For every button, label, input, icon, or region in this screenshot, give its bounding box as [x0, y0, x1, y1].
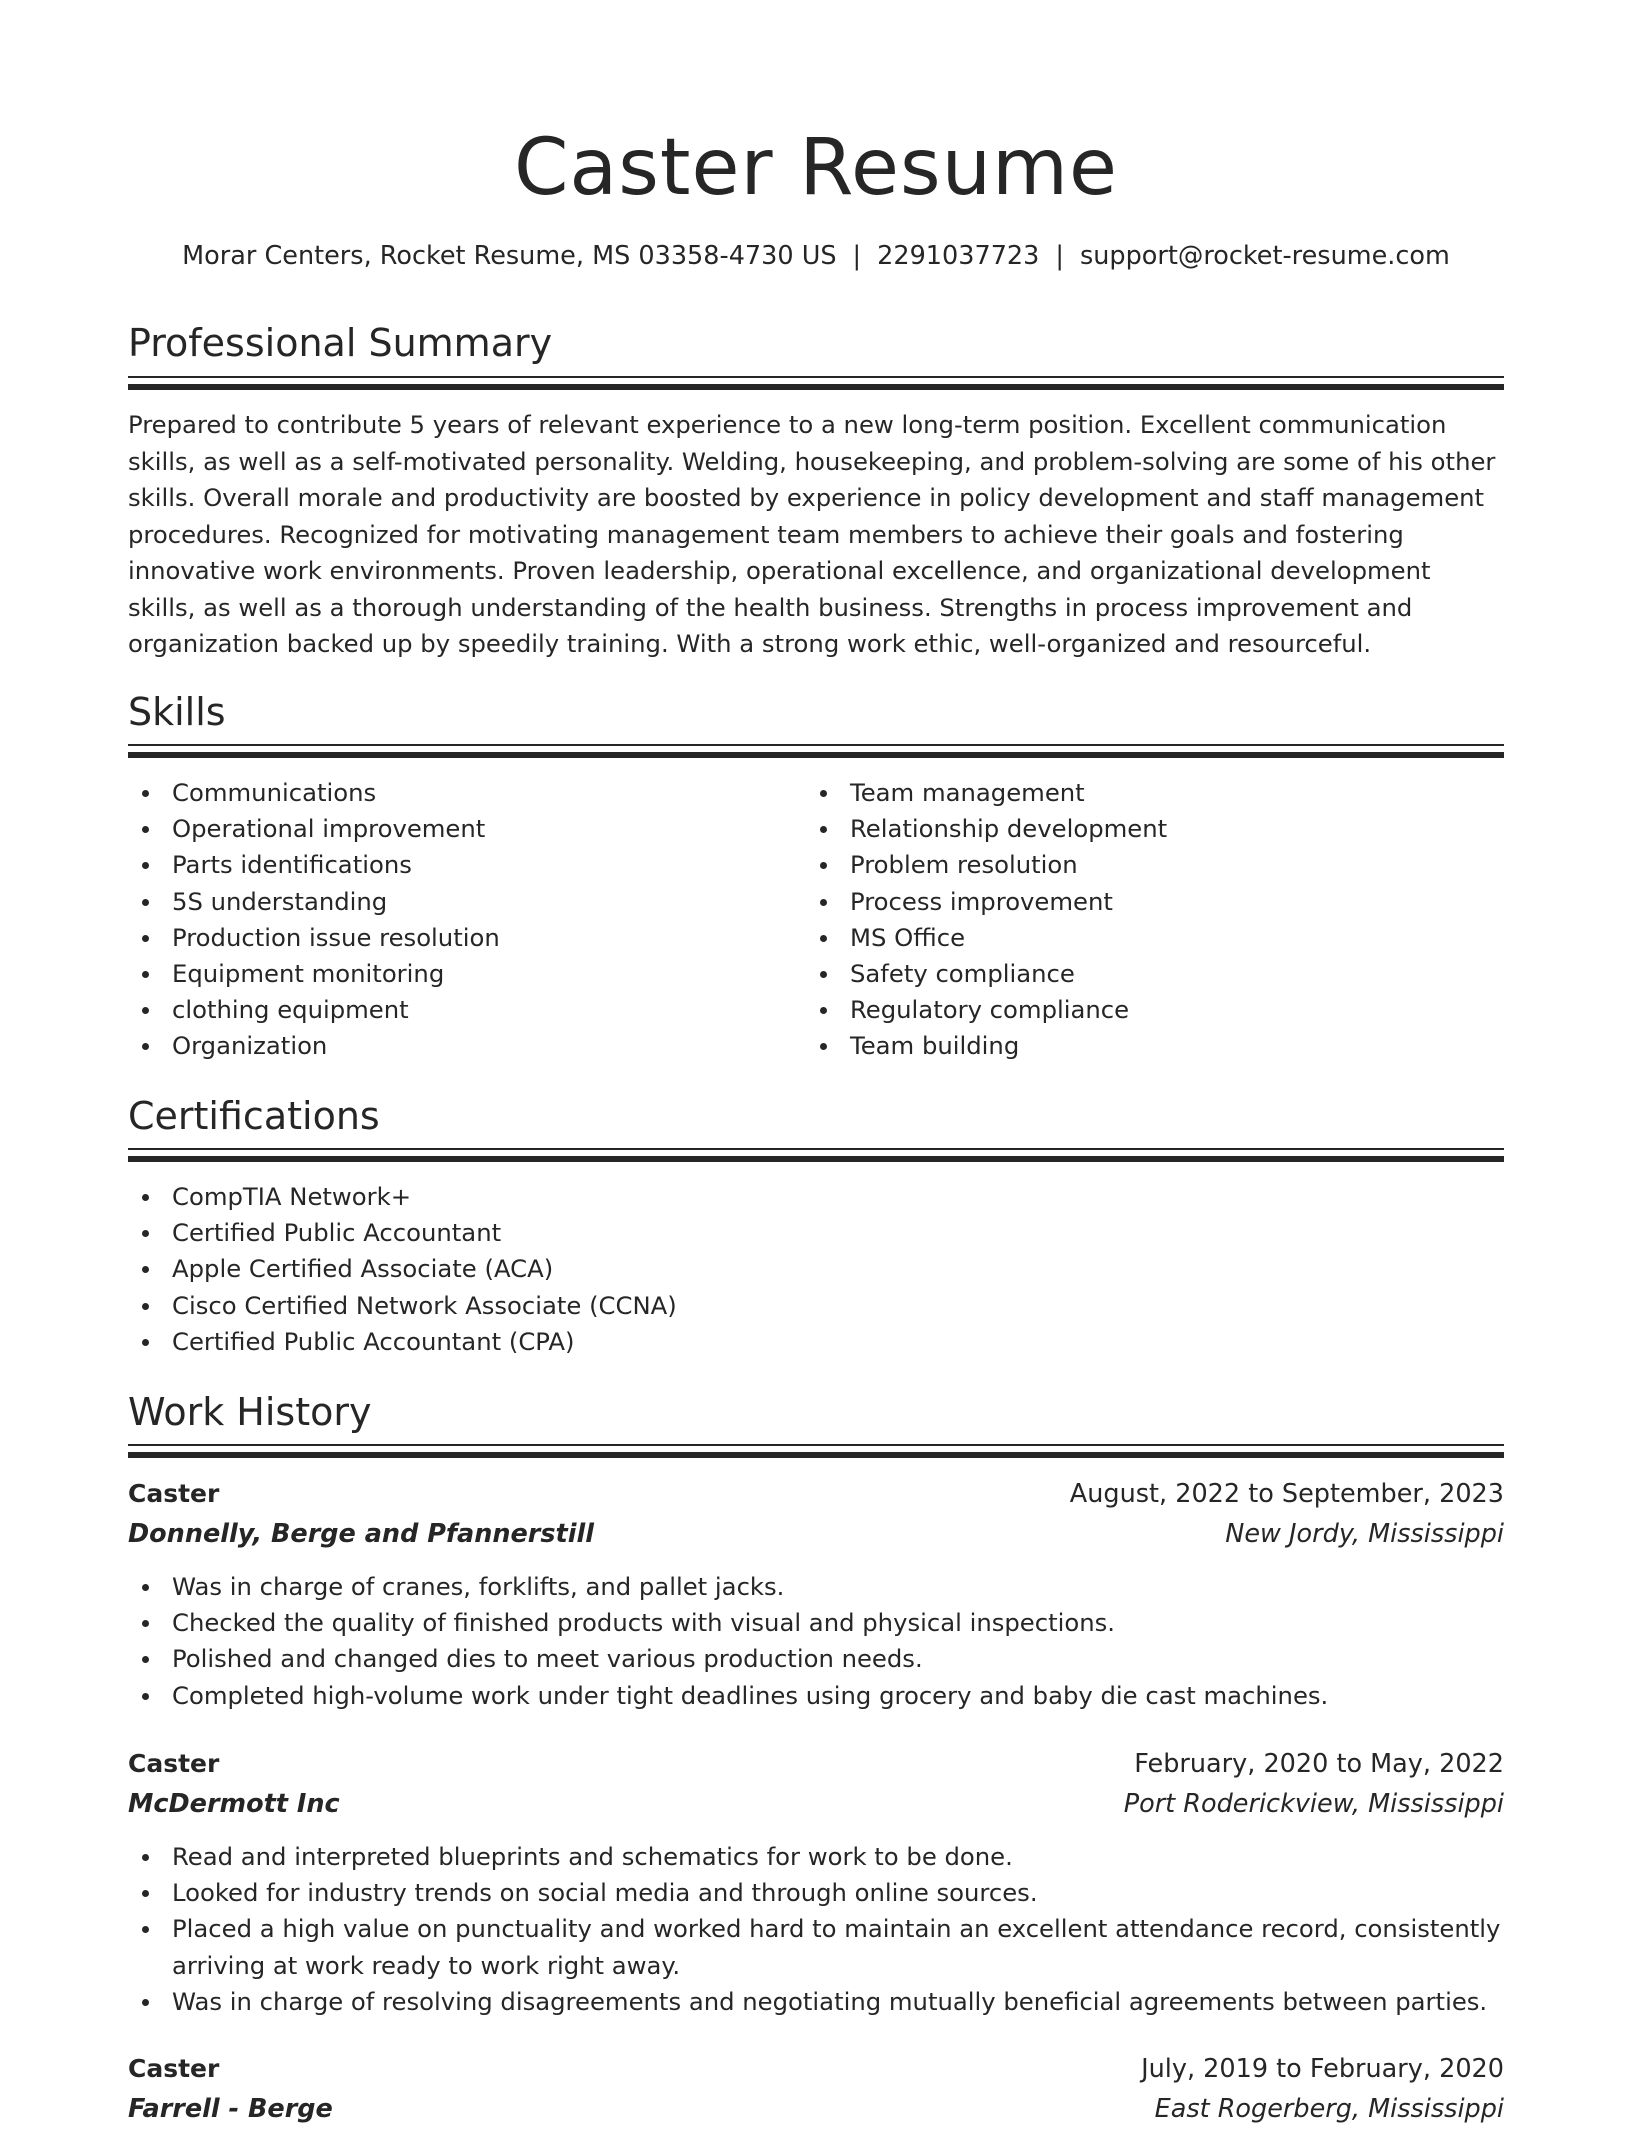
job-title: Caster	[128, 1749, 220, 1778]
skill-item: Regulatory compliance	[806, 992, 1446, 1028]
skill-item: Production issue resolution	[128, 920, 768, 956]
job-duty-item: Was in charge of resolving disagreements and negotiating mutually beneficial agreements between parties.	[128, 1984, 1504, 2020]
certification-item: Apple Certified Associate (ACA)	[128, 1251, 1504, 1287]
certifications-list	[128, 1179, 1504, 1360]
section-title-summary: Professional Summary	[128, 321, 553, 365]
certification-item: Certified Public Accountant	[128, 1215, 1504, 1251]
contact-email: support@rocket-resume.com	[1079, 241, 1450, 271]
section-divider	[128, 376, 1504, 390]
job-duty-item: Checked the quality of finished products with visual and physical inspections.	[128, 1605, 1504, 1641]
job-duty-item: Looked for industry trends on social media and through online sources.	[128, 1875, 1504, 1911]
skills-list-right	[806, 775, 1446, 1065]
job-title: Caster	[128, 2054, 220, 2083]
job-location: New Jordy, Mississippi	[1225, 1519, 1504, 1549]
skill-item: Safety compliance	[806, 956, 1446, 992]
contact-line	[128, 238, 1504, 274]
resume-name: Caster Resume	[513, 123, 1119, 213]
job-header	[128, 1744, 1504, 1784]
job-duties-list	[128, 1569, 1504, 1714]
job-company: McDermott Inc	[128, 1789, 340, 1819]
skill-item: 5S understanding	[128, 884, 768, 920]
job-location: East Rogerberg, Mississippi	[1154, 2094, 1504, 2124]
job-duties-list	[128, 1839, 1504, 2020]
job-title: Caster	[128, 1479, 220, 1508]
skill-item: MS Office	[806, 920, 1446, 956]
skill-item: Parts identifications	[128, 847, 768, 883]
section-title-work-history: Work History	[128, 1390, 372, 1434]
section-title-skills: Skills	[128, 690, 226, 734]
job-duty-item: Placed a high value on punctuality and worked hard to maintain an excellent attendance record, consistently arriving at work ready to work right away.	[128, 1911, 1504, 1983]
job-duty-item: Completed high-volume work under tight deadlines using grocery and baby die cast machines.	[128, 1678, 1504, 1714]
skill-item: Problem resolution	[806, 847, 1446, 883]
job-header	[128, 1474, 1504, 1514]
job-duty-item: Read and interpreted blueprints and schematics for work to be done.	[128, 1839, 1504, 1875]
skill-item: Organization	[128, 1028, 768, 1064]
certification-item: Cisco Certified Network Associate (CCNA)	[128, 1288, 1504, 1324]
job-subheader	[128, 1514, 1504, 1554]
job-subheader	[128, 1784, 1504, 1824]
job-dates: August, 2022 to September, 2023	[1069, 1479, 1504, 1509]
certification-item: CompTIA Network+	[128, 1179, 1504, 1215]
section-divider	[128, 1444, 1504, 1458]
summary-text: Prepared to contribute 5 years of relevant experience to a new long-term position. Excellent communication skills, as well as a self-motivated personality. Welding, housekeeping, and problem-solving are some of his other skills. Overall morale and productivity are boosted by experience in policy development and staff management procedures. Recognized for motivating management team members to achieve their goals and fostering innovative work environments. Proven leadership, operational excellence, and organizational development skills, as well as a thorough understanding of the health business. Strengths in process improvement and organization backed up by speedily training. With a strong work ethic, well-organized and resourceful.	[128, 410, 1496, 658]
skill-item: Team management	[806, 775, 1446, 811]
contact-address: Morar Centers, Rocket Resume, MS 03358-4730 US	[182, 241, 837, 271]
certification-item: Certified Public Accountant (CPA)	[128, 1324, 1504, 1360]
skill-item: Operational improvement	[128, 811, 768, 847]
skill-item: Team building	[806, 1028, 1446, 1064]
skill-item: clothing equipment	[128, 992, 768, 1028]
section-title-certifications: Certifications	[128, 1094, 380, 1138]
job-duty-item: Was in charge of cranes, forklifts, and pallet jacks.	[128, 1569, 1504, 1605]
job-location: Port Roderickview, Mississippi	[1123, 1789, 1504, 1819]
section-divider	[128, 744, 1504, 758]
job-dates: February, 2020 to May, 2022	[1134, 1749, 1504, 1779]
contact-phone: 2291037723	[877, 241, 1040, 271]
skill-item: Process improvement	[806, 884, 1446, 920]
skill-item: Equipment monitoring	[128, 956, 768, 992]
skills-list-left	[128, 775, 768, 1065]
contact-separator: |	[1055, 241, 1064, 271]
job-dates: July, 2019 to February, 2020	[1141, 2054, 1504, 2084]
job-subheader	[128, 2089, 1504, 2129]
job-header	[128, 2049, 1504, 2089]
job-company: Donnelly, Berge and Pfannerstill	[128, 1519, 594, 1549]
contact-separator: |	[852, 241, 862, 271]
job-duty-item: Polished and changed dies to meet various production needs.	[128, 1641, 1504, 1677]
skill-item: Relationship development	[806, 811, 1446, 847]
skill-item: Communications	[128, 775, 768, 811]
section-divider	[128, 1148, 1504, 1162]
job-company: Farrell - Berge	[128, 2094, 333, 2124]
